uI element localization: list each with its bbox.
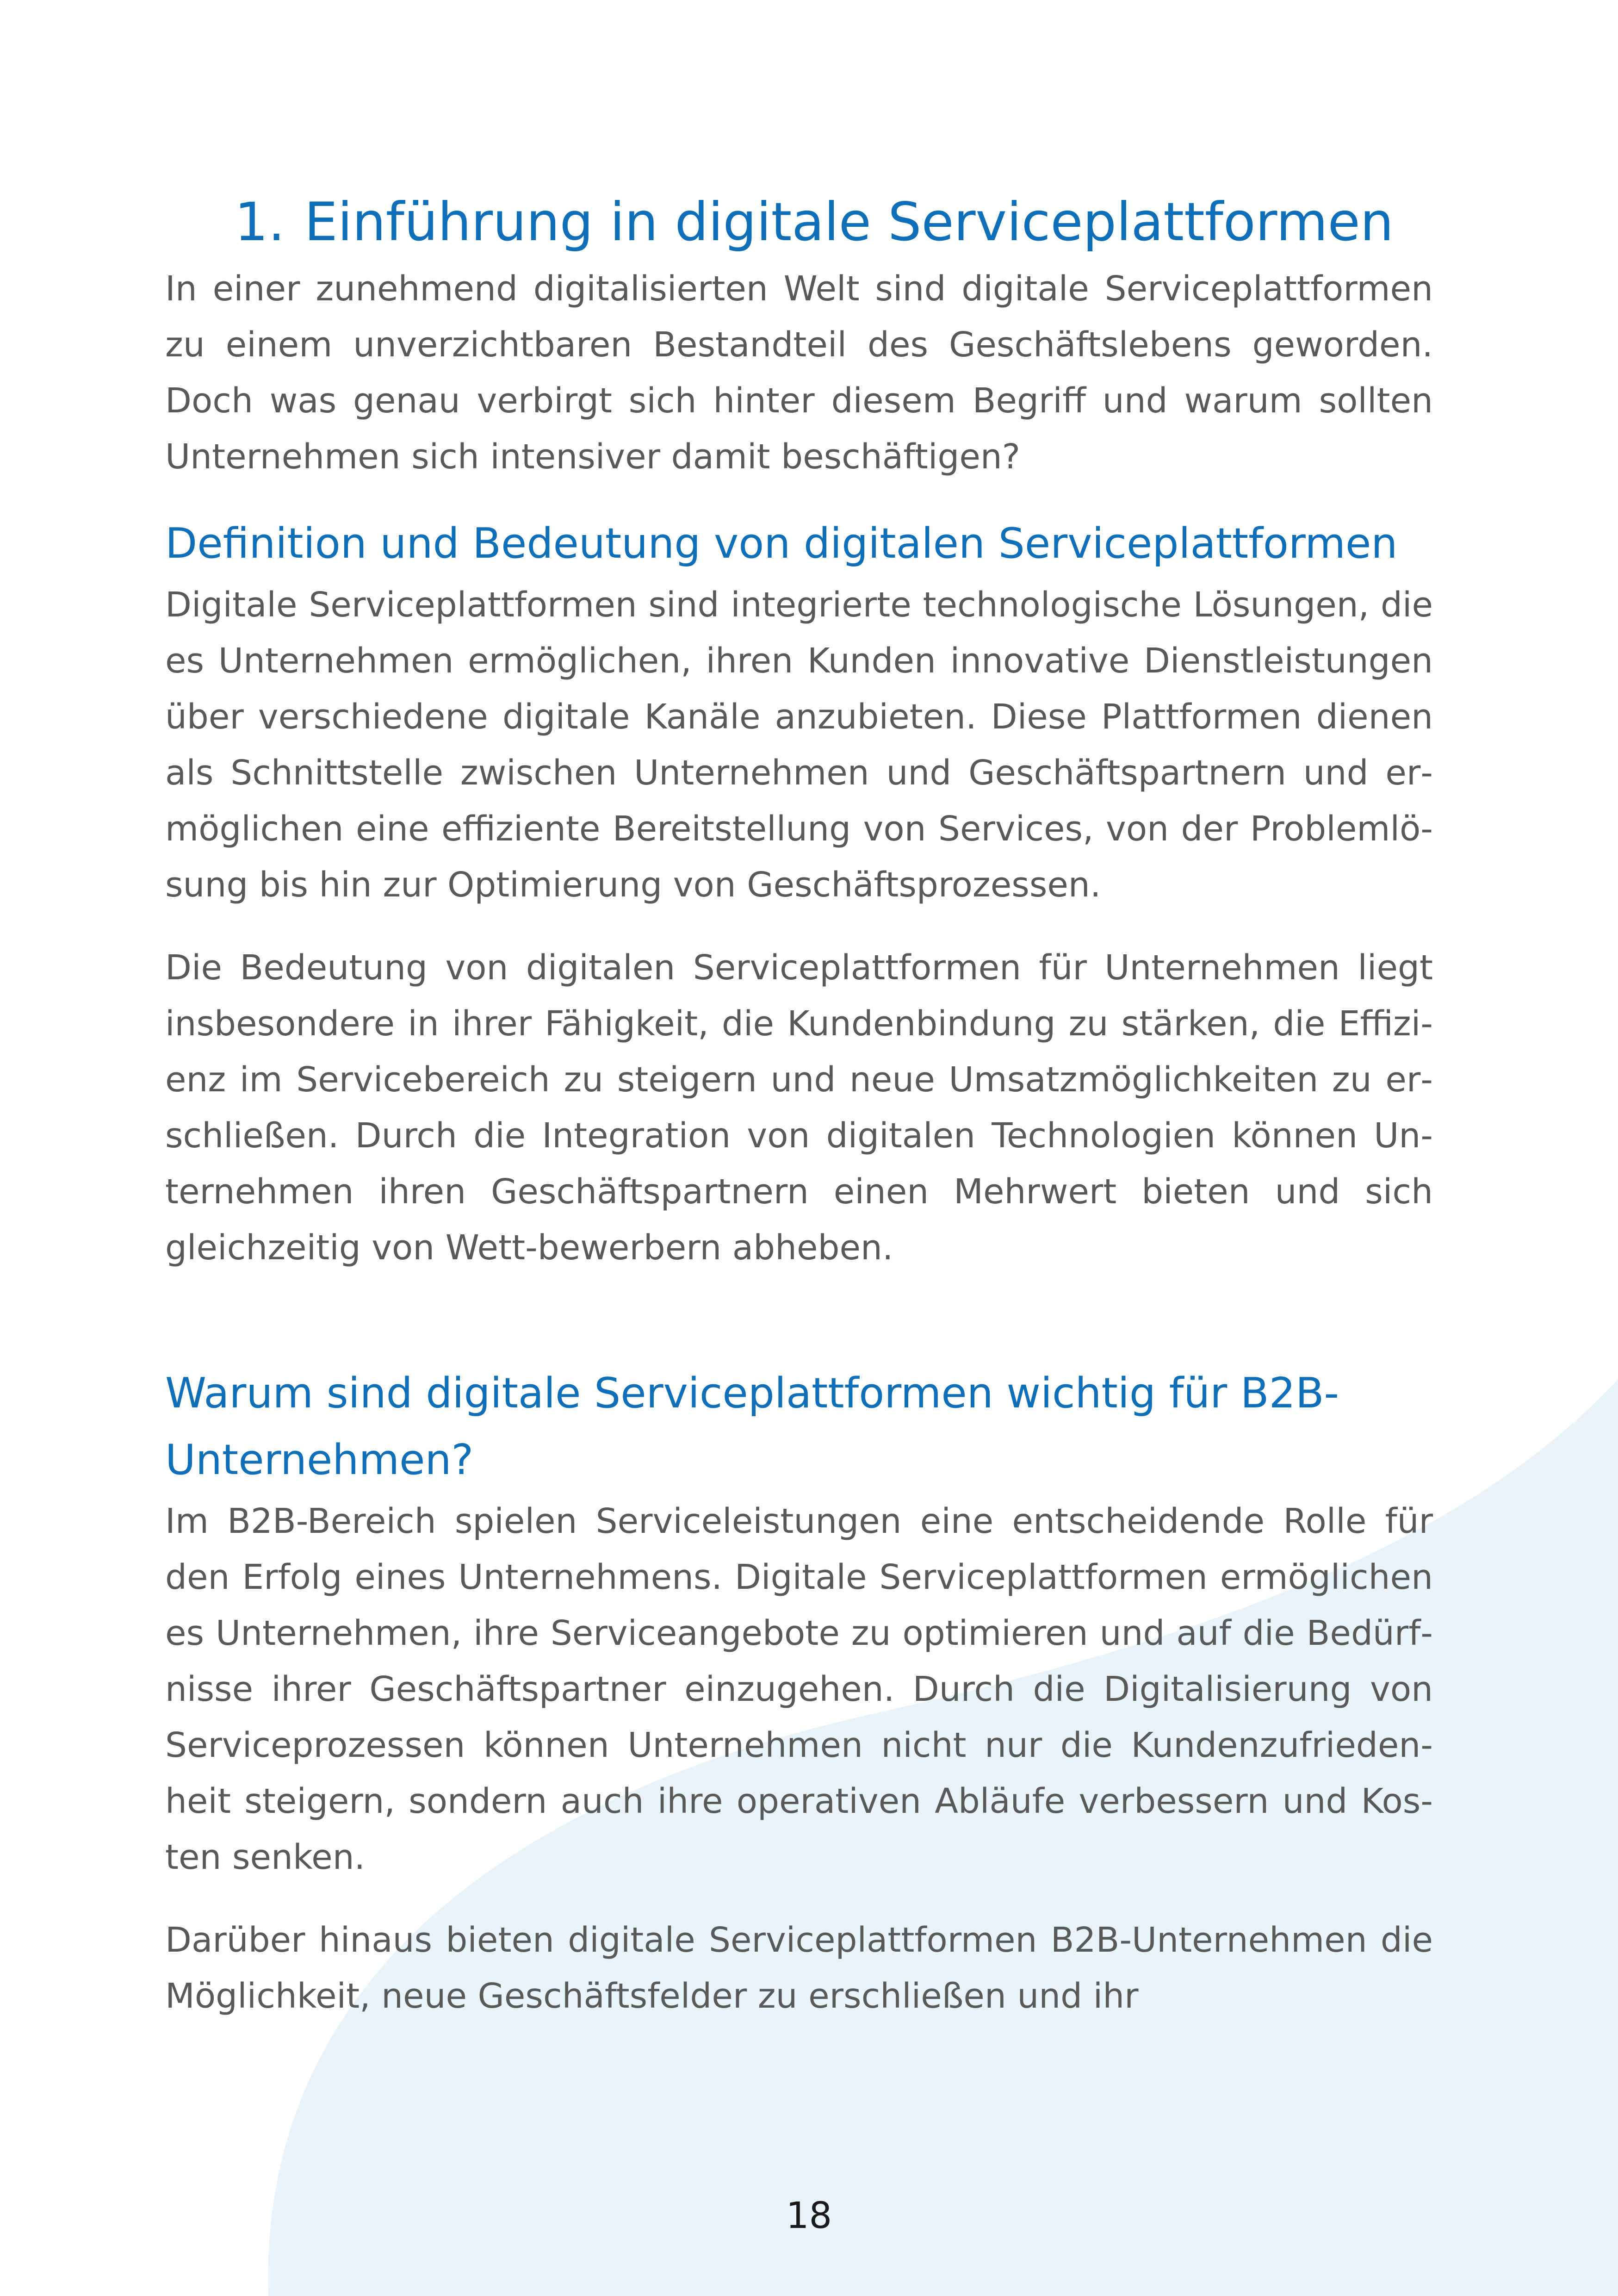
b2b-continuation-paragraph: Darüber hinaus bieten digitale Serviceplattformen B2B-Unternehmen die Möglichkeit, neue Geschäftsfelder zu erschließen und ihr	[165, 1920, 1433, 2016]
page-number: 18	[786, 2195, 832, 2237]
chapter-title: Einführung in digitale Serviceplattformen	[304, 191, 1394, 253]
section-heading-b2b: Warum sind digitale Serviceplattformen wichtig für B2B-Unternehmen?	[165, 1369, 1339, 1484]
intro-paragraph: In einer zunehmend digitalisierten Welt sind digitale Serviceplattformen zu einem unverzichtbaren Bestandteil des Geschäftslebens geworden. Doch was genau verbirgt sich hinter diesem Begriff und warum sollten Unternehmen sich intensiver damit beschäftigen?	[165, 269, 1433, 477]
section-heading-definition: Definition und Bedeutung von digitalen Serviceplattformen	[165, 519, 1398, 568]
page-content	[165, 185, 1433, 2024]
b2b-paragraph: Im B2B-Bereich spielen Serviceleistungen eine entscheidende Rolle für den Erfolg eines Unternehmens. Digitale Serviceplattformen ermöglichen es Unternehmen, ihre Serviceangebote zu optimieren und auf die Bedürfnisse ihrer Geschäftspartner einzugehen. Durch die Digitalisierung von Serviceprozessen können Unternehmen nicht nur die Kundenzufriedenheit steigern, sondern auch ihre operativen Abläufe verbessern und Kosten senken.	[165, 1501, 1433, 1877]
importance-paragraph: Die Bedeutung von digitalen Serviceplattformen für Unternehmen liegt insbesondere in ihrer Fähigkeit, die Kundenbindung zu stärken, die Effizienz im Servicebereich zu steigern und neue Umsatzmöglichkeiten zu erschließen. Durch die Integration von digitalen Technologien können Unternehmen ihren Geschäftspartnern einen Mehrwert bieten und sich gleichzeitig von Wett-bewerbern abheben.	[165, 948, 1433, 1268]
chapter-heading	[235, 185, 1433, 259]
definition-paragraph: Digitale Serviceplattformen sind integrierte technologische Lösungen, die es Unternehmen ermöglichen, ihren Kunden innovative Dienstleistungen über verschiedene digitale Kanäle anzubieten. Diese Plattformen dienen als Schnittstelle zwischen Unternehmen und Geschäftspartnern und ermöglichen eine effiziente Bereitstellung von Services, von der Problemlösung bis hin zur Optimierung von Geschäftsprozessen.	[165, 585, 1433, 905]
chapter-number: 1.	[235, 191, 285, 253]
